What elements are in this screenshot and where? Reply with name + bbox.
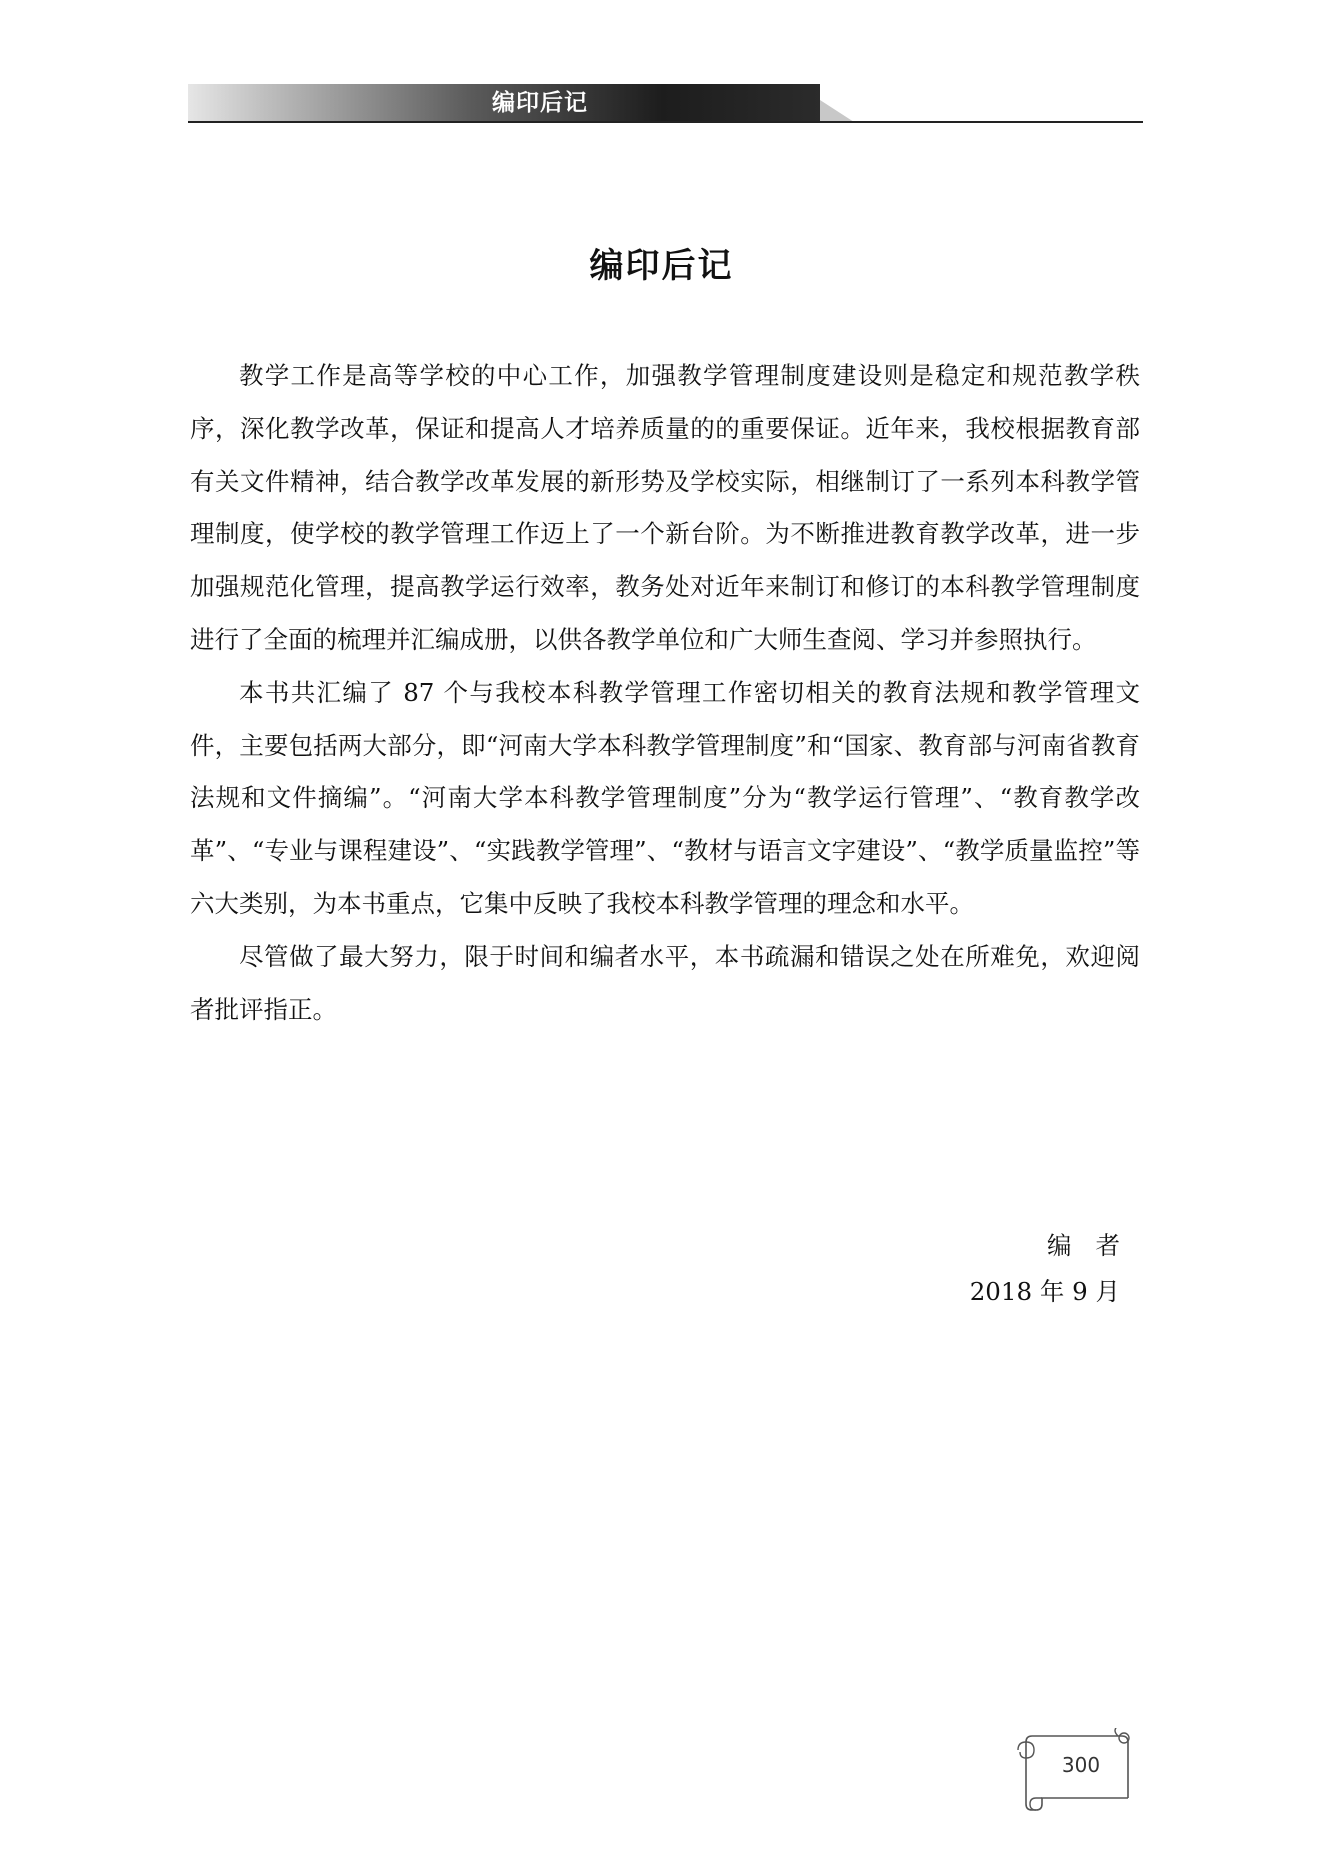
page-number: 300	[1061, 1753, 1101, 1777]
body-text	[190, 350, 1140, 1036]
header-label: 编印后记	[492, 90, 588, 116]
paragraph-3: 尽管做了最大努力，限于时间和编者水平，本书疏漏和错误之处在所难免，欢迎阅者批评指正。	[190, 941, 1140, 1024]
signature	[960, 1223, 1144, 1315]
signature-date: 2018 年 9 月	[969, 1277, 1120, 1306]
paragraph-1: 教学工作是高等学校的中心工作，加强教学管理制度建设则是稳定和规范教学秩序，深化教学改革，保证和提高人才培养质量的的重要保证。近年来，我校根据教育部有关文件精神，结合教学改革发展的新形势及学校实际，相继制订了一系列本科教学管理制度，使学校的教学管理工作迈上了一个新台阶。为不断推进教育教学改革，进一步加强规范化管理，提高教学运行效率，教务处对近年来制订和修订的本科教学管理制度进行了全面的梳理并汇编成册，以供各教学单位和广大师生查阅、学习并参照执行。	[190, 361, 1140, 654]
header-rule	[188, 121, 1143, 123]
signature-editor: 编者	[1047, 1231, 1144, 1260]
header-wedge	[820, 100, 854, 122]
page-title: 编印后记	[589, 246, 734, 286]
paragraph-2: 本书共汇编了 87 个与我校本科教学管理工作密切相关的教育法规和教学管理文件，主要包括两大部分，即“河南大学本科教学管理制度”和“国家、教育部与河南省教育法规和文件摘编”。“河南大学本科教学管理制度”分为“教学运行管理”、“教育教学改革”、“专业与课程建设”、“实践教学管理”、“教材与语言文字建设”、“教学质量监控”等六大类别，为本书重点，它集中反映了我校本科教学管理的理念和水平。	[190, 677, 1140, 918]
